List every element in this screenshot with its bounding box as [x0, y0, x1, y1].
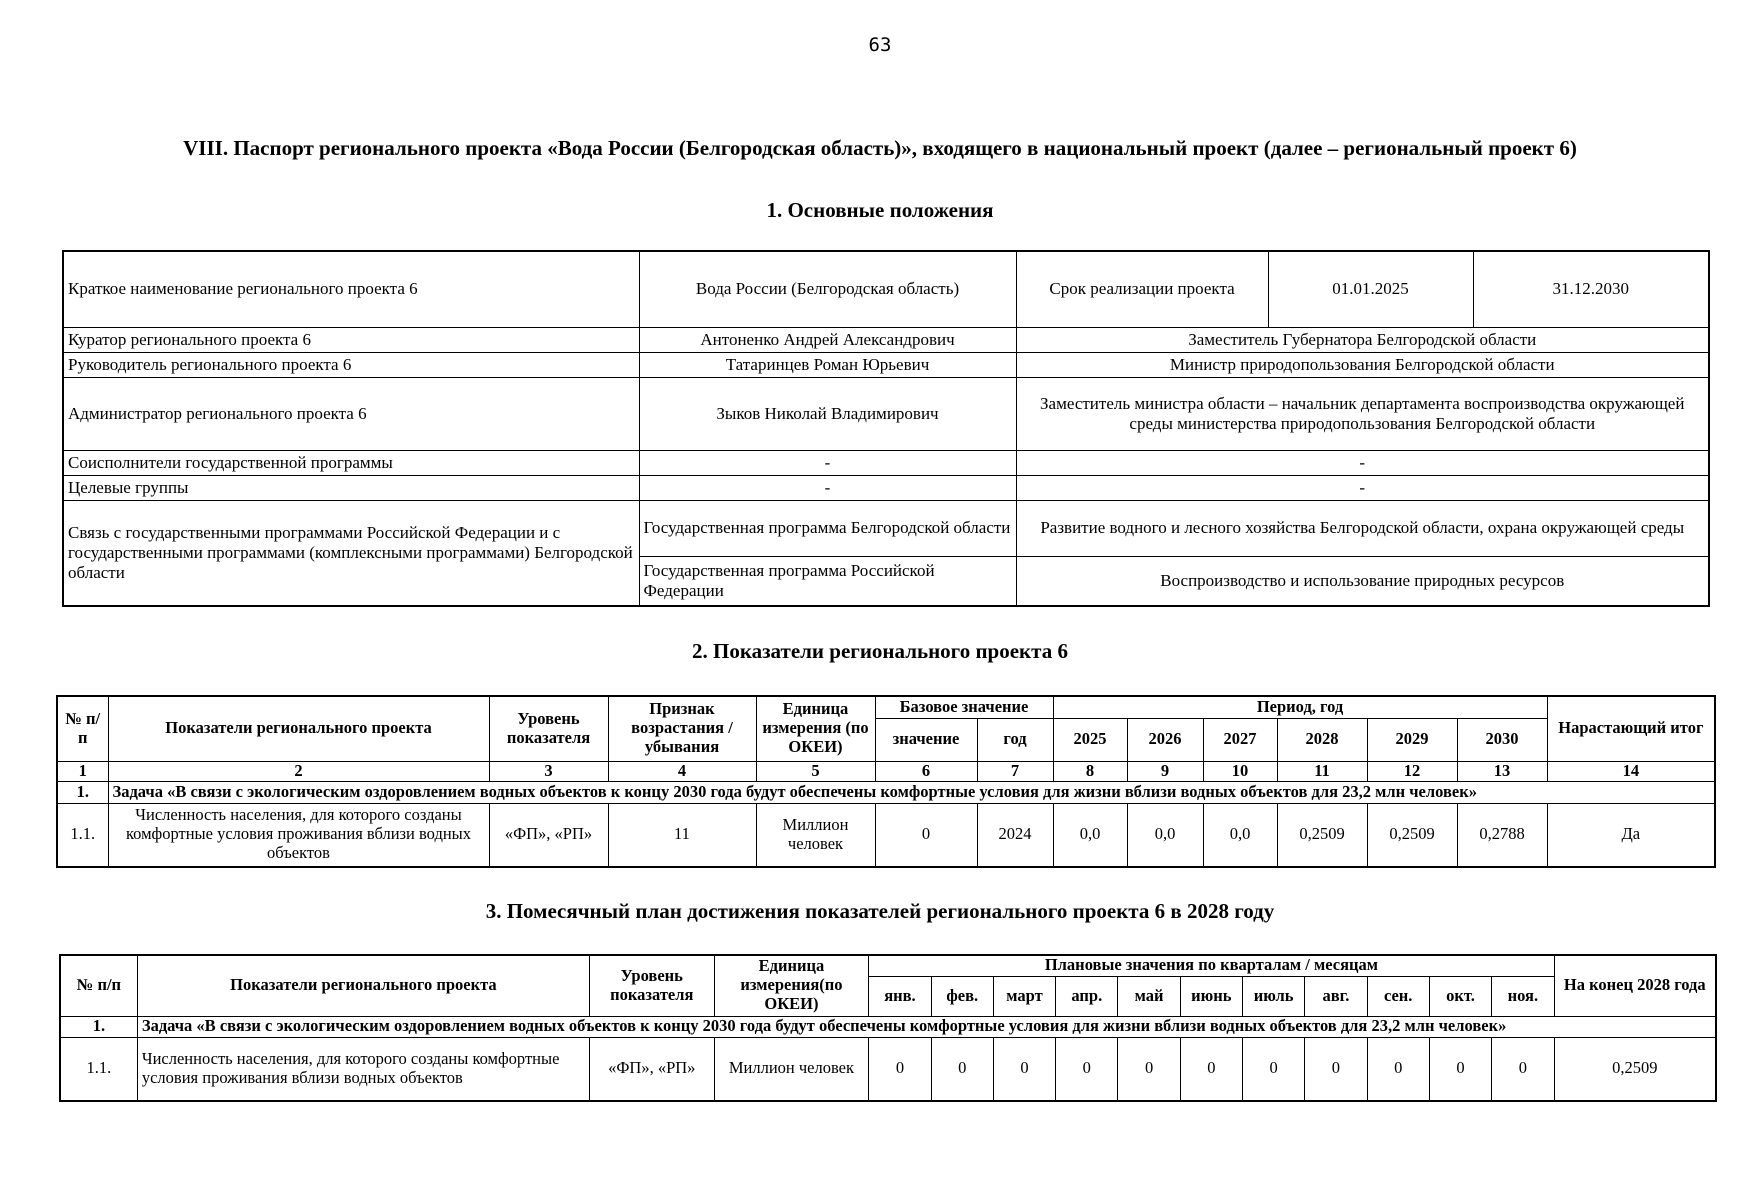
- header-period: Период, год: [1053, 696, 1547, 718]
- header-month: июнь: [1180, 976, 1242, 1016]
- table-header-row: [60, 955, 1716, 976]
- task-row: [57, 781, 1715, 803]
- header-month: июль: [1243, 976, 1305, 1016]
- main-provisions-table: [62, 250, 1710, 607]
- regional-program-name: Развитие водного и лесного хозяйства Белгородской области, охрана окружающей среды: [1016, 500, 1709, 556]
- row-month-value: 0: [1429, 1037, 1491, 1101]
- header-year: 2029: [1367, 718, 1457, 761]
- federal-program-name: Воспроизводство и использование природных ресурсов: [1016, 556, 1709, 606]
- target-groups-person: -: [639, 475, 1016, 500]
- row-month-value: 0: [1492, 1037, 1554, 1101]
- task-row: [60, 1016, 1716, 1037]
- row-num: 1.1.: [57, 803, 108, 867]
- header-year: 2027: [1203, 718, 1277, 761]
- column-number: 5: [756, 761, 875, 781]
- header-cumulative: Нарастающий итог: [1547, 696, 1715, 761]
- curator-label: Куратор регионального проекта 6: [63, 327, 639, 352]
- co-executors-label: Соисполнители государственной программы: [63, 450, 639, 475]
- table-header-row: [57, 696, 1715, 718]
- row-month-value: 0: [1305, 1037, 1367, 1101]
- row-year-value: 0,0: [1203, 803, 1277, 867]
- header-base-year: год: [977, 718, 1053, 761]
- co-executors-position: -: [1016, 450, 1709, 475]
- table-row: [63, 377, 1709, 450]
- header-end: На конец 2028 года: [1554, 955, 1716, 1016]
- row-num: 1.1.: [60, 1037, 137, 1101]
- monthly-plan-table: [59, 954, 1717, 1102]
- table-row: [60, 1037, 1716, 1101]
- header-month: окт.: [1429, 976, 1491, 1016]
- column-number: 13: [1457, 761, 1547, 781]
- row-year-value: 0,0: [1127, 803, 1203, 867]
- column-number: 14: [1547, 761, 1715, 781]
- header-unit: Единица измерения(по ОКЕИ): [714, 955, 869, 1016]
- target-groups-position: -: [1016, 475, 1709, 500]
- task-num: 1.: [60, 1016, 137, 1037]
- row-month-value: 0: [1056, 1037, 1118, 1101]
- header-month: сен.: [1367, 976, 1429, 1016]
- curator-position: Заместитель Губернатора Белгородской области: [1016, 327, 1709, 352]
- header-unit: Единица измерения (по ОКЕИ): [756, 696, 875, 761]
- row-month-value: 0: [931, 1037, 993, 1101]
- header-month: апр.: [1056, 976, 1118, 1016]
- table-row: [63, 327, 1709, 352]
- row-cumulative: Да: [1547, 803, 1715, 867]
- federal-program-label: Государственная программа Российской Федерации: [639, 556, 1016, 606]
- table-row: [63, 352, 1709, 377]
- header-month: янв.: [869, 976, 931, 1016]
- task-num: 1.: [57, 781, 108, 803]
- section2-heading: 2. Показатели регионального проекта 6: [692, 639, 1068, 663]
- row-indicator: Численность населения, для которого созданы комфортные условия проживания вблизи водных объектов: [137, 1037, 589, 1101]
- administrator-position: Заместитель министра области – начальник департамента воспроизводства окружающей среды министерства природопользования Белгородской области: [1016, 377, 1709, 450]
- header-planned: Плановые значения по кварталам / месяцам: [869, 955, 1554, 976]
- table-row: [63, 475, 1709, 500]
- page-number: 63: [868, 34, 892, 56]
- task-text: Задача «В связи с экологическим оздоровлением водных объектов к концу 2030 года будут обеспечены комфортные условия для жизни вблизи водных объектов для 23,2 млн человек»: [108, 781, 1715, 803]
- row-unit: Миллион человек: [756, 803, 875, 867]
- header-level: Уровень показателя: [489, 696, 608, 761]
- column-number: 6: [875, 761, 977, 781]
- column-number: 8: [1053, 761, 1127, 781]
- row-level: «ФП», «РП»: [590, 1037, 715, 1101]
- header-base: Базовое значение: [875, 696, 1053, 718]
- header-level: Уровень показателя: [590, 955, 715, 1016]
- table-row: [63, 450, 1709, 475]
- task-text: Задача «В связи с экологическим оздоровлением водных объектов к концу 2030 года будут обеспечены комфортные условия для жизни вблизи водных объектов для 23,2 млн человек»: [137, 1016, 1716, 1037]
- section3-heading: 3. Помесячный план достижения показателей регионального проекта 6 в 2028 году: [485, 899, 1275, 923]
- row-year-value: 0,2788: [1457, 803, 1547, 867]
- section1-heading: 1. Основные положения: [766, 198, 994, 222]
- header-year: 2028: [1277, 718, 1367, 761]
- table-row: [57, 803, 1715, 867]
- header-month: фев.: [931, 976, 993, 1016]
- row-year-value: 0,2509: [1277, 803, 1367, 867]
- header-month: авг.: [1305, 976, 1367, 1016]
- administrator-person: Зыков Николай Владимирович: [639, 377, 1016, 450]
- regional-program-label: Государственная программа Белгородской области: [639, 500, 1016, 556]
- header-indicator: Показатели регионального проекта: [137, 955, 589, 1016]
- row-year-value: 0,2509: [1367, 803, 1457, 867]
- head-label: Руководитель регионального проекта 6: [63, 352, 639, 377]
- row-month-value: 0: [1367, 1037, 1429, 1101]
- row-month-value: 0: [1243, 1037, 1305, 1101]
- row-year-value: 0,0: [1053, 803, 1127, 867]
- column-number: 7: [977, 761, 1053, 781]
- program-links-label: Связь с государственными программами Российской Федерации и с государственными программами (комплексными программами) Белгородской области: [63, 500, 639, 606]
- row-month-value: 0: [1180, 1037, 1242, 1101]
- row-month-value: 0: [869, 1037, 931, 1101]
- administrator-label: Администратор регионального проекта 6: [63, 377, 639, 450]
- row-base-value: 0: [875, 803, 977, 867]
- row-month-value: 0: [1118, 1037, 1180, 1101]
- column-number: 9: [1127, 761, 1203, 781]
- column-number: 12: [1367, 761, 1457, 781]
- table-row: [63, 500, 1709, 556]
- short-name-value: Вода России (Белгородская область): [639, 251, 1016, 327]
- column-number: 1: [57, 761, 108, 781]
- row-month-value: 0: [993, 1037, 1055, 1101]
- header-month: март: [993, 976, 1055, 1016]
- start-date: 01.01.2025: [1268, 251, 1473, 327]
- header-year: 2030: [1457, 718, 1547, 761]
- head-position: Министр природопользования Белгородской области: [1016, 352, 1709, 377]
- term-label: Срок реализации проекта: [1016, 251, 1268, 327]
- column-number: 10: [1203, 761, 1277, 781]
- header-month: май: [1118, 976, 1180, 1016]
- row-end-value: 0,2509: [1554, 1037, 1716, 1101]
- target-groups-label: Целевые группы: [63, 475, 639, 500]
- table-row: [63, 251, 1709, 327]
- header-indicator: Показатели регионального проекта: [108, 696, 489, 761]
- document-title: VIII. Паспорт регионального проекта «Вода России (Белгородская область)», входящего в национальный проект (далее – региональный проект 6): [183, 136, 1577, 160]
- column-number: 11: [1277, 761, 1367, 781]
- head-person: Татаринцев Роман Юрьевич: [639, 352, 1016, 377]
- header-base-value: значение: [875, 718, 977, 761]
- row-sign: 11: [608, 803, 756, 867]
- column-number-row: [57, 761, 1715, 781]
- column-number: 2: [108, 761, 489, 781]
- indicators-table: [56, 695, 1716, 868]
- row-base-year: 2024: [977, 803, 1053, 867]
- end-date: 31.12.2030: [1473, 251, 1709, 327]
- header-sign: Признак возрастания / убывания: [608, 696, 756, 761]
- header-year: 2026: [1127, 718, 1203, 761]
- row-unit: Миллион человек: [714, 1037, 869, 1101]
- curator-person: Антоненко Андрей Александрович: [639, 327, 1016, 352]
- short-name-label: Краткое наименование регионального проекта 6: [63, 251, 639, 327]
- column-number: 4: [608, 761, 756, 781]
- row-level: «ФП», «РП»: [489, 803, 608, 867]
- co-executors-person: -: [639, 450, 1016, 475]
- row-indicator: Численность населения, для которого созданы комфортные условия проживания вблизи водных объектов: [108, 803, 489, 867]
- column-number: 3: [489, 761, 608, 781]
- header-year: 2025: [1053, 718, 1127, 761]
- header-month: ноя.: [1492, 976, 1554, 1016]
- header-num: № п/п: [60, 955, 137, 1016]
- header-num: № п/п: [57, 696, 108, 761]
